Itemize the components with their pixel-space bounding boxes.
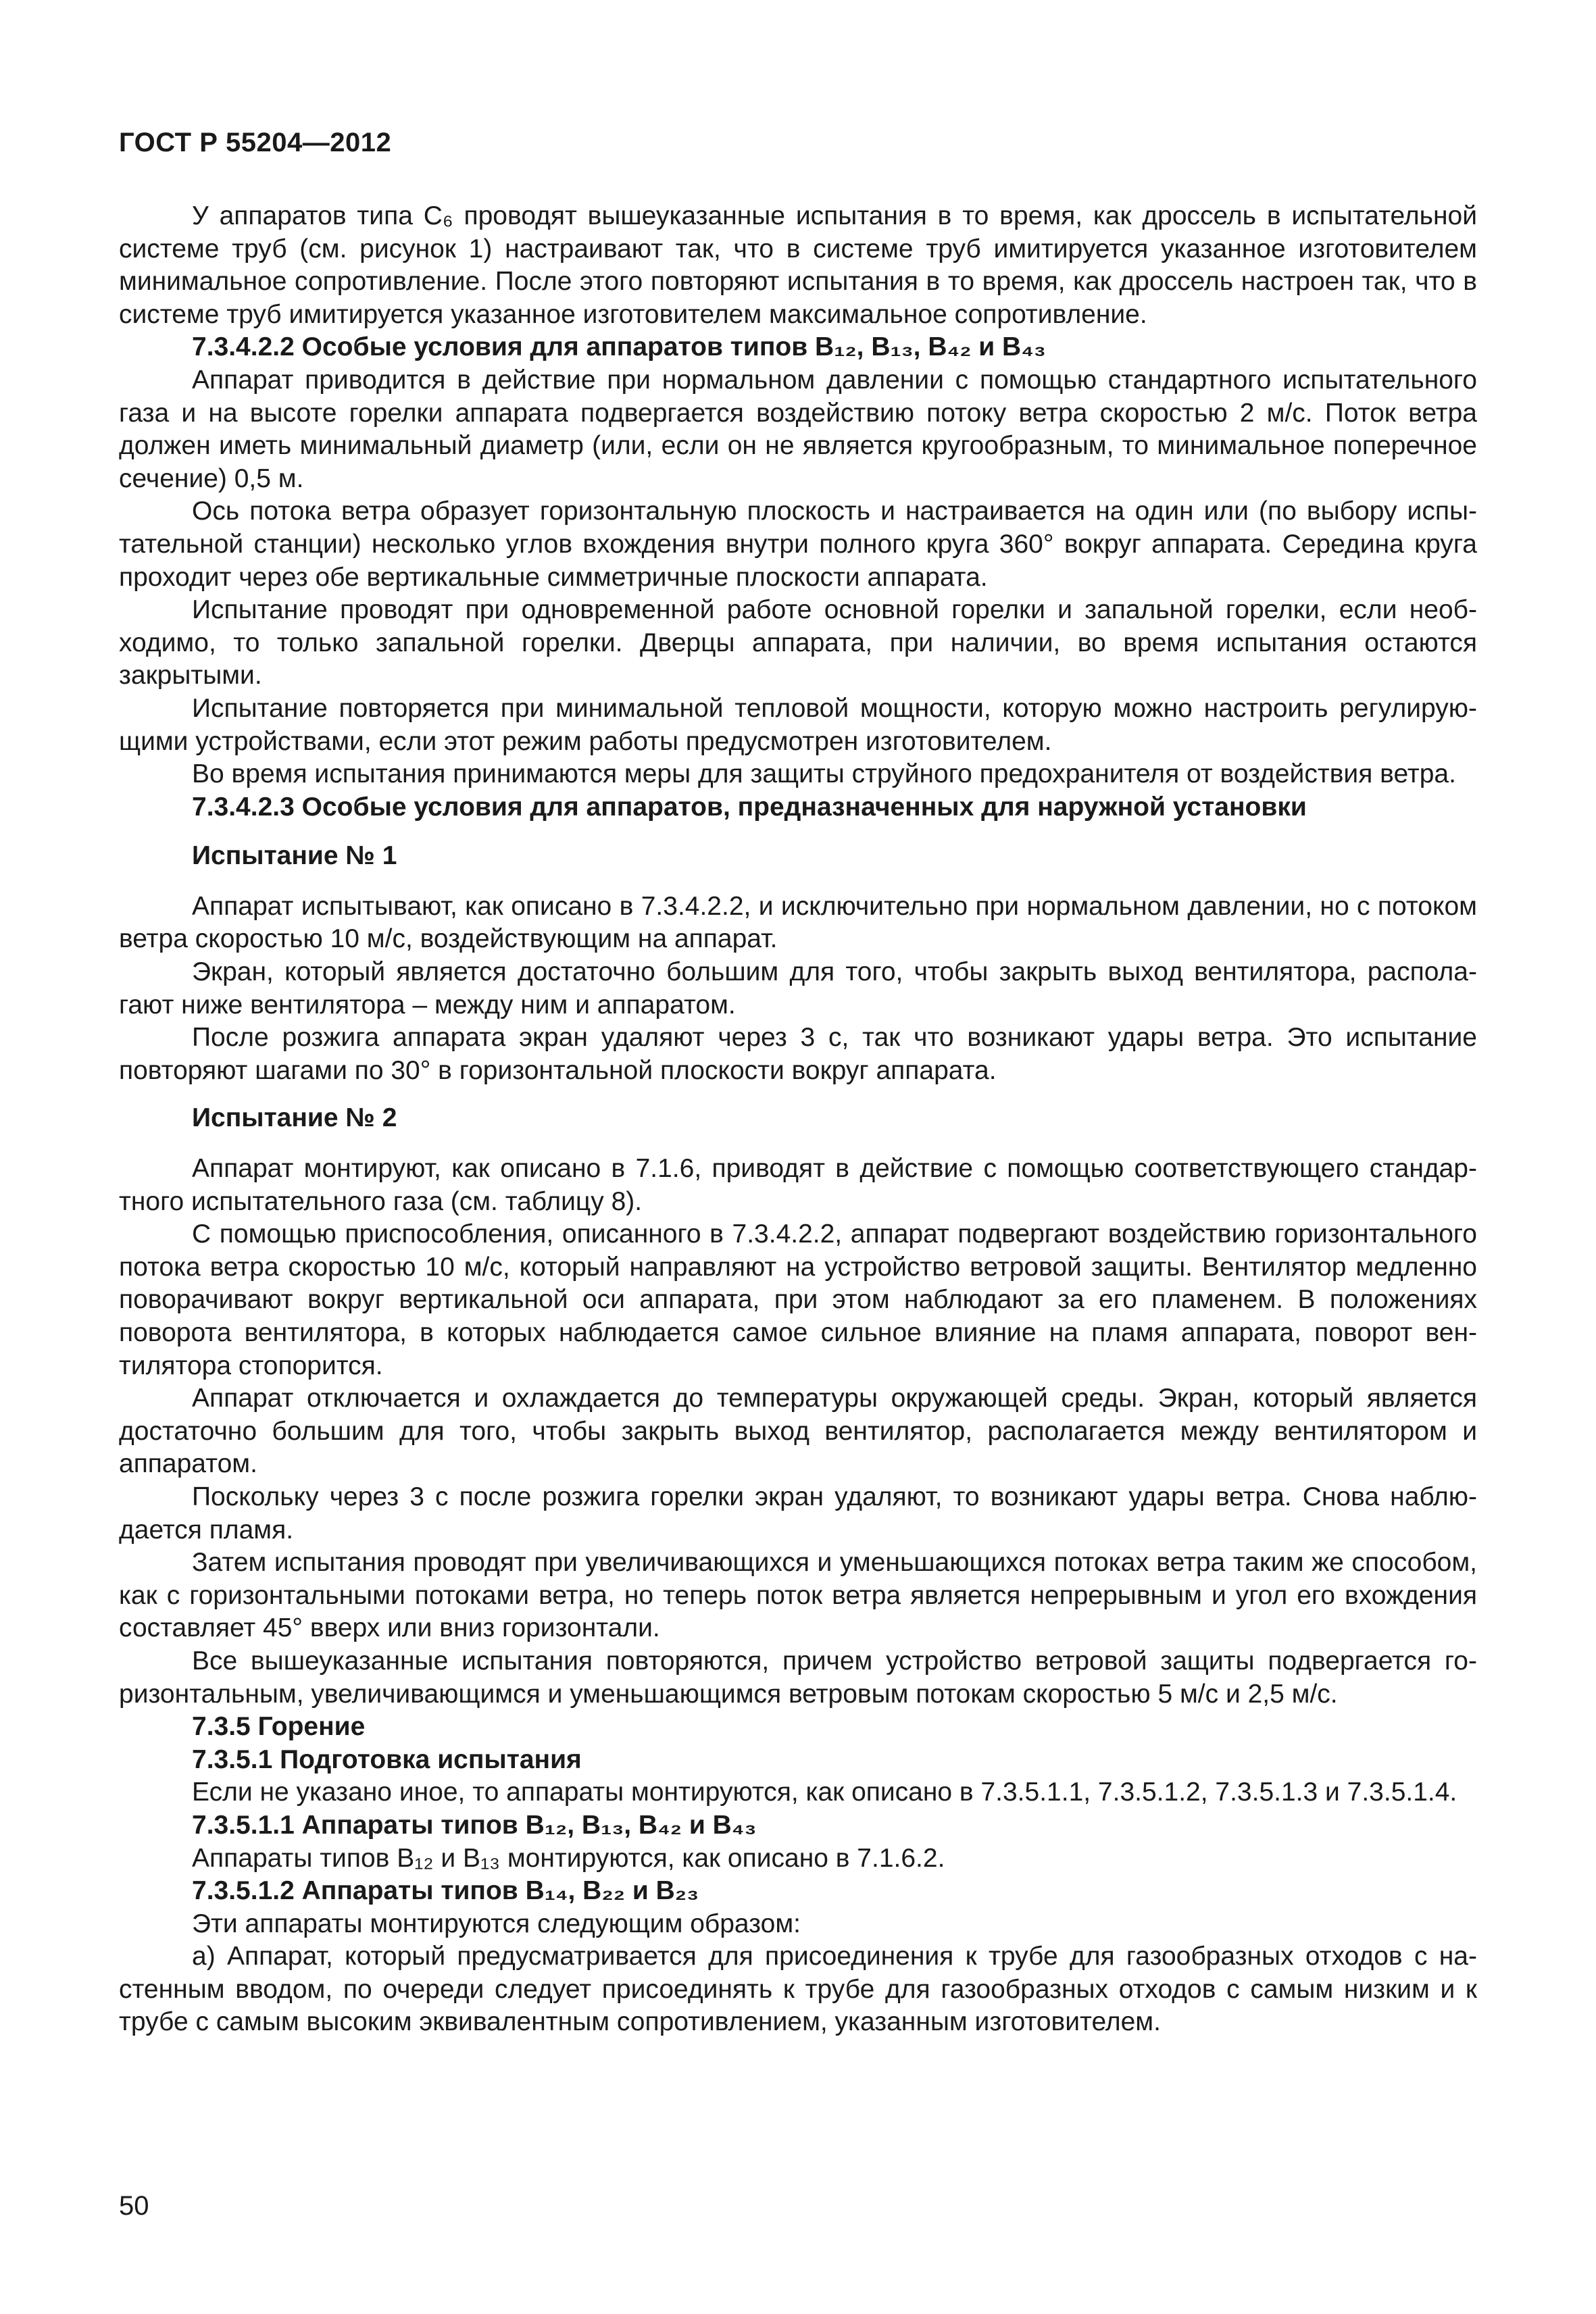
section-heading: 7.3.5 Горение bbox=[192, 1712, 366, 1742]
paragraph: Аппарат монтируют, как описано в 7.1.6, приводят в действие с помощью соответствующего стандартного испытательного газа (см. таблицу 8). bbox=[119, 1154, 1477, 1216]
paragraph: а) Аппарат, который предусматривается для присоединения к трубе для газообразных отходов с настенным вводом, по очереди следует присоединять к трубе для газообразных отходов с самым низким и к трубе с самым высоким эквивалентным сопротивлением, указанным изготовителем. bbox=[119, 1942, 1477, 2037]
paragraph: Аппарат отключается и охлаждается до температуры окружающей среды. Экран, который является достаточно большим для того, чтобы закрыть выход вентилятор, располагается между вентилятором и аппаратом. bbox=[119, 1384, 1477, 1479]
paragraph: Все вышеуказанные испытания повторяются, причем устройство ветровой защиты подвергается горизонтальным, увеличивающимся и уменьшающимся ветровым потокам скоростью 5 м/с и 2,5 м/с. bbox=[119, 1646, 1477, 1709]
paragraph: Затем испытания проводят при увеличивающихся и уменьшающихся потоках ветра таким же способом, как с горизонтальными потоками ветра, но теперь поток ветра является непрерывным и угол его вхождения составляет 45° вверх или вниз горизонтали. bbox=[119, 1548, 1477, 1643]
section-heading: 7.3.5.1 Подготовка испытания bbox=[192, 1744, 582, 1774]
section-heading: 7.3.5.1.1 Аппараты типов B₁₂, B₁₃, B₄₂ и B₄₃ bbox=[192, 1810, 757, 1840]
page-number: 50 bbox=[119, 2191, 149, 2221]
paragraph: Испытание проводят при одновременной работе основной горелки и запальной горелки, если необходимо, то только запальной горелки. Дверцы аппарата, при наличии, во время испытания остаются закрытыми. bbox=[119, 595, 1477, 690]
paragraph: Если не указано иное, то аппараты монтируются, как описано в 7.3.5.1.1, 7.3.5.1.2, 7.3.5.1.3 и 7.3.5.1.4. bbox=[192, 1778, 1457, 1807]
paragraph: Во время испытания принимаются меры для защиты струйного предохранителя от воздействия ветра. bbox=[192, 759, 1456, 789]
paragraph: Экран, который является достаточно большим для того, чтобы закрыть выход вентилятора, располагают ниже вентилятора – между ним и аппаратом. bbox=[119, 957, 1477, 1020]
paragraph: После розжига аппарата экран удаляют через 3 с, так что возникают удары ветра. Это испытание повторяют шагами по 30° в горизонтальной плоскости вокруг аппарата. bbox=[119, 1023, 1477, 1085]
subsection-heading: Испытание № 1 bbox=[192, 841, 397, 871]
paragraph: С помощью приспособления, описанного в 7.3.4.2.2, аппарат подвергают воздействию горизонтального потока ветра скоростью 10 м/с, который направляют на устройство ветровой защиты. Вентилятор медленно поворачивают вокруг вертикальной оси аппарата, при этом наблюдают за его пламенем. В положениях поворота вентилятора, в которых наблюдается самое сильное влияние на пламя аппарата, поворот вентилятора стопорится. bbox=[119, 1219, 1477, 1380]
paragraph: Аппарат приводится в действие при нормальном давлении с помощью стандартного испытательного газа и на высоте горелки аппарата подвергается воздействию потоку ветра скоростью 2 м/с. Поток ветра должен иметь минимальный диаметр (или, если он не является кругообразным, то минимальное поперечное сечение) 0,5 м. bbox=[119, 365, 1477, 493]
paragraph: Поскольку через 3 с после розжига горелки экран удаляют, то возникают удары ветра. Снова наблюдается пламя. bbox=[119, 1482, 1477, 1544]
section-heading: 7.3.4.2.3 Особые условия для аппаратов, предназначенных для наружной установки bbox=[192, 792, 1307, 822]
paragraph: Испытание повторяется при минимальной тепловой мощности, которую можно настроить регулирующими устройствами, если этот режим работы предусмотрен изготовителем. bbox=[119, 693, 1477, 756]
paragraph: Аппарат испытывают, как описано в 7.3.4.2.2, и исключительно при нормальном давлении, но с потоком ветра скоростью 10 м/с, воздействующим на аппарат. bbox=[119, 891, 1477, 954]
paragraph: Эти аппараты монтируются следующим образом: bbox=[192, 1909, 801, 1938]
section-heading: 7.3.5.1.2 Аппараты типов B₁₄, B₂₂ и B₂₃ bbox=[192, 1876, 699, 1906]
paragraph: Аппараты типов B₁₂ и B₁₃ монтируются, как описано в 7.1.6.2. bbox=[192, 1843, 945, 1873]
paragraph: У аппаратов типа С₆ проводят вышеуказанные испытания в то время, как дроссель в испытательной системе труб (см. рисунок 1) настраивают так, что в системе труб имитируется указанное изготовителем минимальное сопротивление. После этого повторяют испытания в то время, как дроссель настроен так, что в системе труб имитируется указанное изготовителем максимальное сопротивление. bbox=[119, 201, 1477, 329]
document-body bbox=[119, 200, 1477, 2039]
paragraph: Ось потока ветра образует горизонтальную плоскость и настраивается на один или (по выбору испытательной станции) несколько углов вхождения внутри полного круга 360° вокруг аппарата. Середина круга проходит через обе вертикальные симметричные плоскости аппарата. bbox=[119, 497, 1477, 592]
section-heading: 7.3.4.2.2 Особые условия для аппаратов типов B₁₂, B₁₃, B₄₂ и B₄₃ bbox=[192, 332, 1046, 362]
document-header: ГОСТ Р 55204—2012 bbox=[119, 128, 392, 157]
subsection-heading: Испытание № 2 bbox=[192, 1103, 397, 1133]
